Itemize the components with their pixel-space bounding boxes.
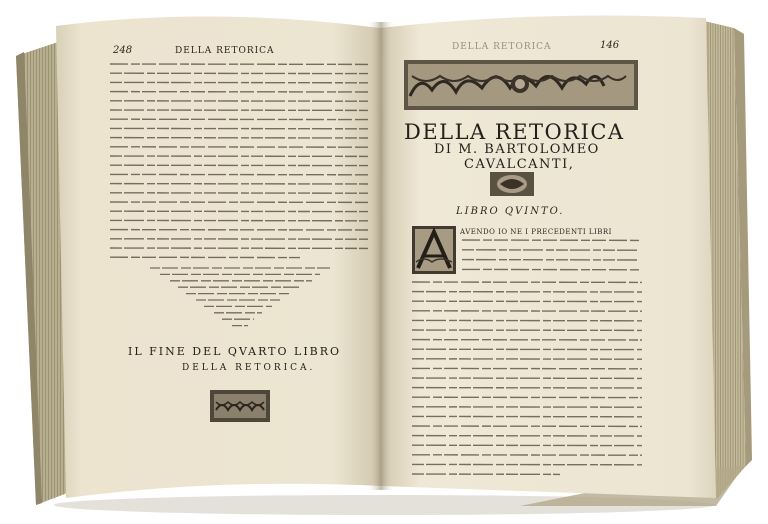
book-heading: LIBRO QVINTO. xyxy=(456,206,565,217)
headpiece-frieze xyxy=(404,60,638,110)
author-line1: DI M. BARTOLOMEO xyxy=(434,142,600,157)
tailpiece-woodcut xyxy=(210,390,270,422)
right-running-head: DELLA RETORICA xyxy=(452,42,552,52)
left-colophon-line2: DELLA RETORICA. xyxy=(182,363,316,373)
left-running-head: DELLA RETORICA xyxy=(175,46,275,56)
printer-device-ornament xyxy=(490,172,534,196)
author-line2: CAVALCANTI, xyxy=(464,157,575,172)
right-page-number: 146 xyxy=(600,40,620,51)
incipit-line: AVENDO IO NE I PRECEDENTI LIBRI xyxy=(460,228,612,236)
gutter-shadow xyxy=(368,22,394,490)
left-colophon-line1: IL FINE DEL QVARTO LIBRO xyxy=(128,345,342,358)
left-page-number: 248 xyxy=(113,45,133,56)
decorated-initial-A xyxy=(412,226,456,274)
page-title: DELLA RETORICA xyxy=(404,120,625,144)
